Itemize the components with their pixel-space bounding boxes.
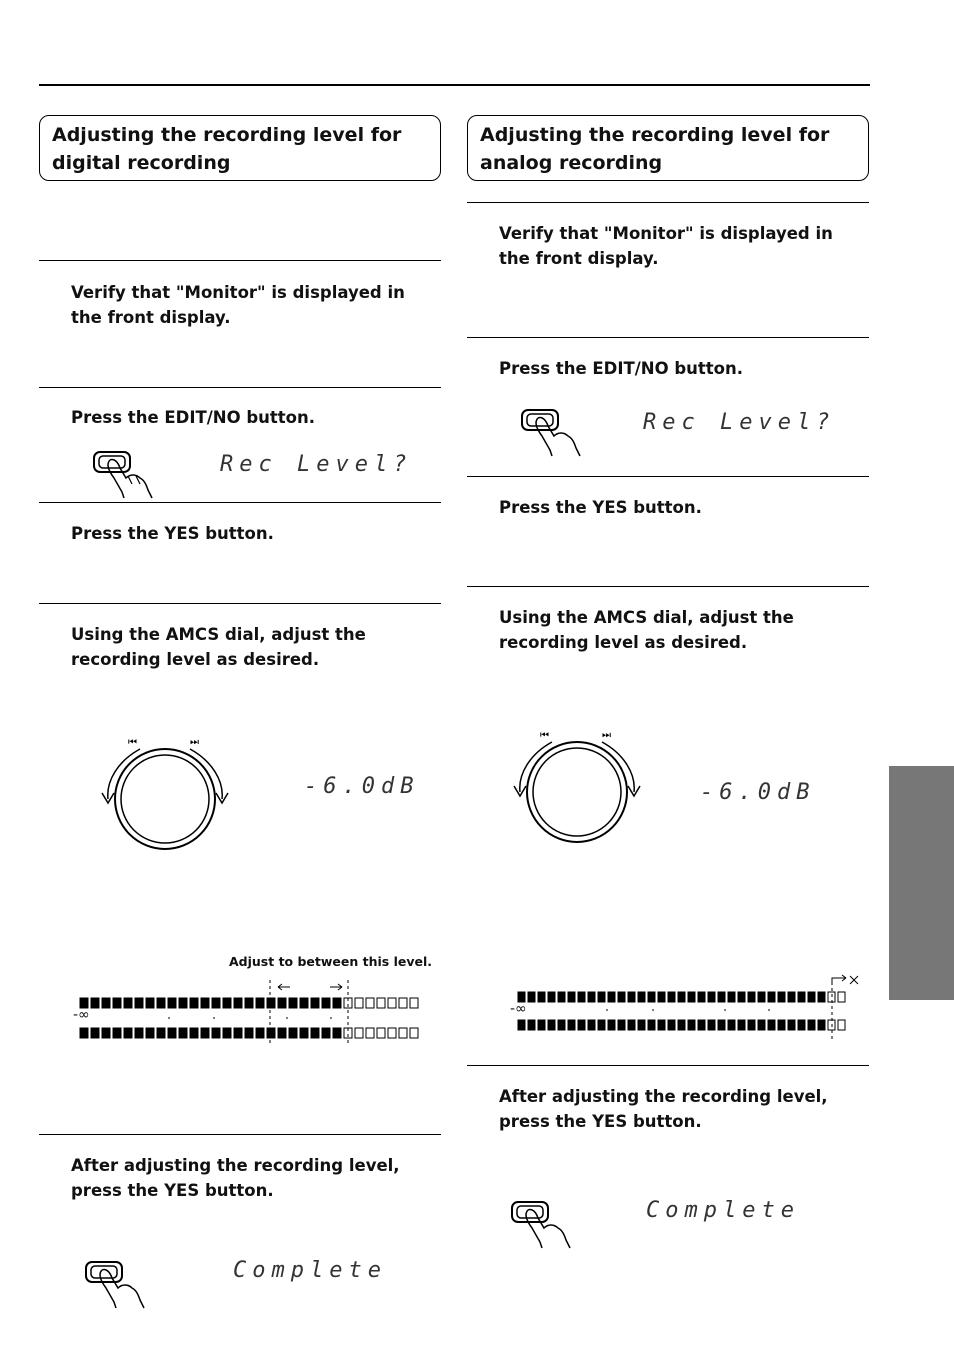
meter-segment <box>256 1028 264 1038</box>
meter-segment <box>300 998 308 1008</box>
meter-segment <box>548 992 555 1002</box>
meter-segment <box>738 992 745 1002</box>
meter-segment <box>135 998 143 1008</box>
meter-segment <box>113 1028 121 1038</box>
meter-segment <box>668 1020 675 1030</box>
meter-segment <box>267 998 275 1008</box>
left-display-rec-level: Rec Level? <box>220 452 413 477</box>
right-step2-text: Press the EDIT/NO button. <box>499 359 744 378</box>
meter-segment <box>179 1028 187 1038</box>
meter-segment <box>410 998 418 1008</box>
meter-segment <box>768 1020 775 1030</box>
meter-segment <box>190 1028 198 1038</box>
meter-segment <box>278 1028 286 1038</box>
meter-segment <box>568 1020 575 1030</box>
meter-segment <box>698 1020 705 1030</box>
meter-segment <box>377 1028 385 1038</box>
meter-segment <box>518 1020 525 1030</box>
meter-segment <box>146 998 154 1008</box>
meter-segment <box>598 992 605 1002</box>
meter-segment <box>267 1028 275 1038</box>
meter-segment <box>788 1020 795 1030</box>
meter-segment <box>748 1020 755 1030</box>
meter-segment <box>628 1020 635 1030</box>
meter-segment <box>728 992 735 1002</box>
meter-segment <box>311 998 319 1008</box>
meter-segment <box>638 1020 645 1030</box>
meter-segment <box>201 1028 209 1038</box>
meter-segment <box>688 1020 695 1030</box>
meter-segment <box>135 1028 143 1038</box>
meter-segment <box>838 992 845 1002</box>
meter-segment <box>113 998 121 1008</box>
meter-segment <box>708 992 715 1002</box>
meter-segment <box>300 1028 308 1038</box>
meter-segment <box>598 1020 605 1030</box>
meter-segment <box>157 998 165 1008</box>
meter-segment <box>538 1020 545 1030</box>
meter-segment <box>808 1020 815 1030</box>
right-step4-text: Using the AMCS dial, adjust the recording level as desired. <box>499 608 794 652</box>
meter-segment <box>377 998 385 1008</box>
left-display-db: -6.0dB <box>304 774 420 799</box>
amcs-dial-icon <box>100 735 245 855</box>
left-display-complete: Complete <box>233 1258 387 1283</box>
meter-segment <box>618 992 625 1002</box>
meter-segment <box>778 992 785 1002</box>
meter-segment <box>234 1028 242 1038</box>
meter-segment <box>399 998 407 1008</box>
meter-segment <box>289 998 297 1008</box>
meter-segment <box>102 1028 110 1038</box>
meter-segment <box>818 1020 825 1030</box>
meter-segment <box>333 1028 341 1038</box>
meter-segment <box>179 998 187 1008</box>
meter-segment <box>678 992 685 1002</box>
right-display-rec-level: Rec Level? <box>643 410 836 435</box>
meter-segment <box>366 998 374 1008</box>
meter-segment <box>568 992 575 1002</box>
right-step5-rule <box>467 1065 869 1066</box>
meter-segment <box>528 992 535 1002</box>
meter-segment <box>168 1028 176 1038</box>
meter-segment <box>355 998 363 1008</box>
right-meter-scale: -∞ <box>510 1001 527 1017</box>
meter-segment <box>798 992 805 1002</box>
meter-segment <box>124 1028 132 1038</box>
svg-text:⏮: ⏮ <box>540 730 549 741</box>
meter-segment <box>818 992 825 1002</box>
right-step2-rule <box>467 337 869 338</box>
meter-segment <box>808 992 815 1002</box>
meter-segment <box>578 992 585 1002</box>
meter-segment <box>388 1028 396 1038</box>
svg-text:⏭: ⏭ <box>190 737 199 748</box>
left-step2-rule <box>39 387 441 388</box>
right-step1-text: Verify that "Monitor" is displayed in the front display. <box>499 224 833 268</box>
meter-segment <box>798 1020 805 1030</box>
left-step1-text: Verify that "Monitor" is displayed in the front display. <box>71 283 405 327</box>
left-step3-text: Press the YES button. <box>71 524 274 543</box>
meter-segment <box>728 1020 735 1030</box>
svg-text:⏭: ⏭ <box>602 730 611 741</box>
right-display-complete: Complete <box>646 1198 800 1223</box>
left-meter-scale: -∞ <box>73 1007 90 1023</box>
meter-segment <box>223 1028 231 1038</box>
meter-segment <box>190 998 198 1008</box>
meter-segment <box>80 1028 88 1038</box>
meter-segment <box>758 992 765 1002</box>
right-step3-rule <box>467 476 869 477</box>
meter-segment <box>648 992 655 1002</box>
meter-segment <box>778 1020 785 1030</box>
meter-segment <box>212 998 220 1008</box>
meter-segment <box>234 998 242 1008</box>
left-step1-rule <box>39 260 441 261</box>
meter-segment <box>333 998 341 1008</box>
right-level-meter <box>516 974 866 1044</box>
meter-segment <box>648 1020 655 1030</box>
right-step1-rule <box>467 202 869 203</box>
left-step2-text: Press the EDIT/NO button. <box>71 408 316 427</box>
meter-segment <box>758 1020 765 1030</box>
hand-press-button-icon <box>510 1200 580 1250</box>
left-step5-rule <box>39 1134 441 1135</box>
hand-press-button-icon <box>92 450 162 500</box>
meter-segment <box>788 992 795 1002</box>
meter-segment <box>157 1028 165 1038</box>
meter-segment <box>668 992 675 1002</box>
meter-segment <box>738 1020 745 1030</box>
meter-segment <box>102 998 110 1008</box>
meter-segment <box>658 1020 665 1030</box>
right-step4-rule <box>467 586 869 587</box>
meter-segment <box>322 1028 330 1038</box>
meter-segment <box>538 992 545 1002</box>
meter-segment <box>558 992 565 1002</box>
meter-segment <box>608 992 615 1002</box>
amcs-dial-icon <box>512 728 657 848</box>
meter-segment <box>289 1028 297 1038</box>
meter-segment <box>558 1020 565 1030</box>
left-level-meter <box>78 980 423 1050</box>
meter-segment <box>355 1028 363 1038</box>
meter-segment <box>399 1028 407 1038</box>
meter-segment <box>212 1028 220 1038</box>
meter-segment <box>91 1028 99 1038</box>
meter-segment <box>410 1028 418 1038</box>
meter-segment <box>245 1028 253 1038</box>
hand-press-button-icon <box>84 1260 154 1310</box>
meter-segment <box>658 992 665 1002</box>
top-rule <box>39 84 870 86</box>
right-step5-text: After adjusting the recording level, press the YES button. <box>499 1087 828 1131</box>
hand-press-button-icon <box>520 408 590 458</box>
meter-segment <box>245 998 253 1008</box>
meter-segment <box>278 998 286 1008</box>
meter-segment <box>124 998 132 1008</box>
meter-segment <box>618 1020 625 1030</box>
meter-segment <box>678 1020 685 1030</box>
right-step3-text: Press the YES button. <box>499 498 702 517</box>
right-heading-text: Adjusting the recording level for analog recording <box>480 124 830 174</box>
meter-segment <box>718 1020 725 1030</box>
left-heading-text: Adjusting the recording level for digital recording <box>52 124 402 174</box>
meter-segment <box>201 998 209 1008</box>
meter-segment <box>748 992 755 1002</box>
meter-segment <box>322 998 330 1008</box>
left-step4-text: Using the AMCS dial, adjust the recording level as desired. <box>71 625 366 669</box>
meter-segment <box>91 998 99 1008</box>
svg-text:⏮: ⏮ <box>128 737 137 748</box>
meter-segment <box>578 1020 585 1030</box>
meter-segment <box>223 998 231 1008</box>
left-meter-note: Adjust to between this level. <box>229 954 433 969</box>
left-step5-text: After adjusting the recording level, press the YES button. <box>71 1156 400 1200</box>
left-step4-rule <box>39 603 441 604</box>
meter-segment <box>588 992 595 1002</box>
meter-segment <box>256 998 264 1008</box>
meter-segment <box>628 992 635 1002</box>
meter-segment <box>366 1028 374 1038</box>
left-step3-rule <box>39 502 441 503</box>
left-heading <box>39 115 441 181</box>
meter-segment <box>548 1020 555 1030</box>
right-display-db: -6.0dB <box>700 780 816 805</box>
meter-segment <box>698 992 705 1002</box>
meter-segment <box>588 1020 595 1030</box>
meter-segment <box>638 992 645 1002</box>
meter-segment <box>718 992 725 1002</box>
meter-segment <box>311 1028 319 1038</box>
meter-segment <box>688 992 695 1002</box>
meter-segment <box>708 1020 715 1030</box>
meter-segment <box>528 1020 535 1030</box>
meter-segment <box>838 1020 845 1030</box>
right-heading <box>467 115 869 181</box>
meter-segment <box>388 998 396 1008</box>
meter-segment <box>168 998 176 1008</box>
meter-segment <box>768 992 775 1002</box>
side-tab <box>889 766 954 1000</box>
meter-segment <box>146 1028 154 1038</box>
meter-segment <box>608 1020 615 1030</box>
